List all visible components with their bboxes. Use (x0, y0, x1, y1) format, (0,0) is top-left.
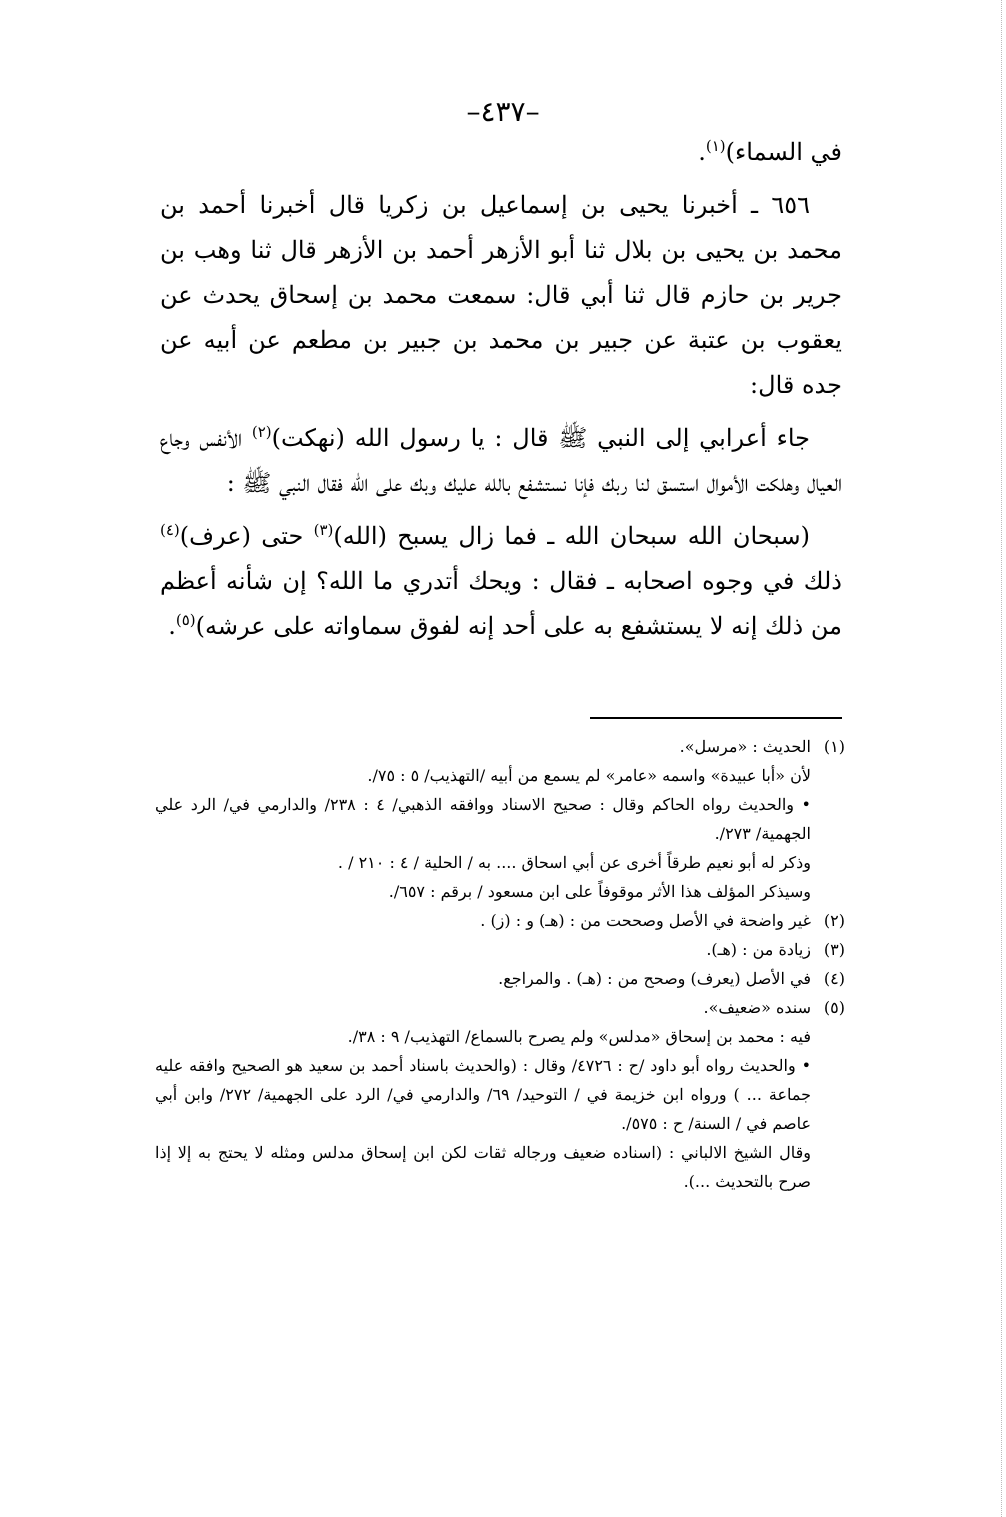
footnote-line: وسيذكر المؤلف هذا الأثر موقوفاً على ابن مسعود / برقم : ٦٥٧/. (388, 882, 811, 901)
main-text (160, 130, 842, 657)
footnote-number: (٥) (823, 998, 845, 1017)
footnote-ref: (١) (705, 137, 726, 155)
footnote-line: • والحديث رواه أبو داود /ح : ٤٧٢٦/ وقال : (والحديث باسناد أحمد بن سعيد هو الصحيح وافقه عليه جماعة ... ) ورواه ابن خزيمة في / التوحيد/ ٦٩/ والدارمي في/ الرد على الجهمية/ ٢٧٢/ وابن أبي عاصم في / السنة/ ح : ٥٧٥/. (155, 1056, 812, 1133)
footnote-text: في الأصل (يعرف) وصحح من : (هـ) . والمراجع. (498, 969, 811, 988)
footnote-ref: (٢) (251, 423, 272, 441)
footnote-number: (٣) (823, 940, 845, 959)
footnote-1 (155, 732, 845, 906)
footnote-5 (155, 993, 845, 1022)
footnote-ref: (٣) (313, 521, 334, 539)
quote-text-1: (سبحان الله سبحان الله ـ فما زال يسبح (الله) (333, 522, 810, 550)
footnote-line: وذكر له أبو نعيم طرقاً أخرى عن أبي اسحاق .... به / الحلية / ٤ : ٢١٠ / . (337, 853, 811, 872)
footnote-line: فيه : محمد بن إسحاق «مدلس» ولم يصرح بالسماع/ التهذيب/ ٩ : ٣٨/. (347, 1027, 811, 1046)
paragraph-656: ٦٥٦ ـ أخبرنا يحيى بن إسماعيل بن زكريا قال أخبرنا أحمد بن محمد بن يحيى بن بلال ثنا أبو الأزهر أحمد بن الأزهر قال ثنا وهب بن جرير بن حازم قال ثنا أبي قال: سمعت محمد بن إسحاق يحدث عن يعقوب بن عتبة عن جبير بن محمد بن جبير بن مطعم عن أبيه عن جده قال: (160, 191, 842, 399)
quote-text-3: ذلك في وجوه اصحابه ـ فقال : ويحك أتدري ما الله؟ إن شأنه أعظم من ذلك إنه لا يستشفع به على أحد إنه لفوق سماواته على عرشه) (160, 567, 842, 640)
footnote-line: لأن «أبا عبيدة» واسمه «عامر» لم يسمع من أبيه /التهذيب/ ٥ : ٧٥/. (367, 766, 811, 785)
intro-end: . (698, 138, 706, 166)
footnote-line: • والحديث رواه الحاكم وقال : صحيح الاسناد ووافقه الذهبي/ ٤ : ٢٣٨/ والدارمي في/ الرد علي الجهمية/ ٢٧٣/. (155, 795, 811, 843)
intro-text: في السماء) (725, 138, 842, 166)
footnote-text: زيادة من : (هـ). (706, 940, 811, 959)
footnote-number: (٢) (823, 911, 845, 930)
footnote-text: غير واضحة في الأصل وصححت من : (هـ) و : (ز) . (480, 911, 811, 930)
footnote-3 (155, 935, 845, 964)
footnote-number: (٤) (823, 969, 845, 988)
footnote-number: (١) (823, 737, 845, 756)
footnotes (155, 732, 845, 1196)
footnote-2 (155, 906, 845, 935)
paragraph-hadith (160, 416, 842, 506)
footnote-line: الحديث : «مرسل». (679, 737, 811, 756)
scan-edge-border (1001, 0, 1002, 1517)
footnote-line: وقال الشيخ الالباني : (اسناده ضعيف ورجاله ثقات لكن ابن إسحاق مدلس ومثله لا يحتج به إلا إذا صرح بالتحديث ...). (155, 1143, 811, 1191)
hadith-text-2: الأنفس وجاع العيال وهلكت الأموال استسق لنا ربك فإنا نستشفع بالله عليك وبك على الله فقال النبي ﷺ : (160, 424, 842, 497)
quote-end: . (168, 612, 176, 640)
paragraph-intro (160, 130, 842, 175)
paragraph-quote (160, 514, 842, 649)
quote-text-2: حتى (عرف) (179, 522, 314, 550)
footnote-text: سنده «ضعيف». (703, 998, 811, 1017)
footnote-ref: (٤) (160, 521, 180, 539)
footnote-separator (590, 717, 842, 719)
footnote-ref: (٥) (175, 611, 196, 629)
footnote-4 (155, 964, 845, 993)
footnote-5-details (155, 1022, 811, 1196)
hadith-text-1: جاء أعرابي إلى النبي ﷺ قال : يا رسول الله (نهكت) (271, 424, 810, 452)
page-number: –٤٣٧– (466, 95, 540, 128)
